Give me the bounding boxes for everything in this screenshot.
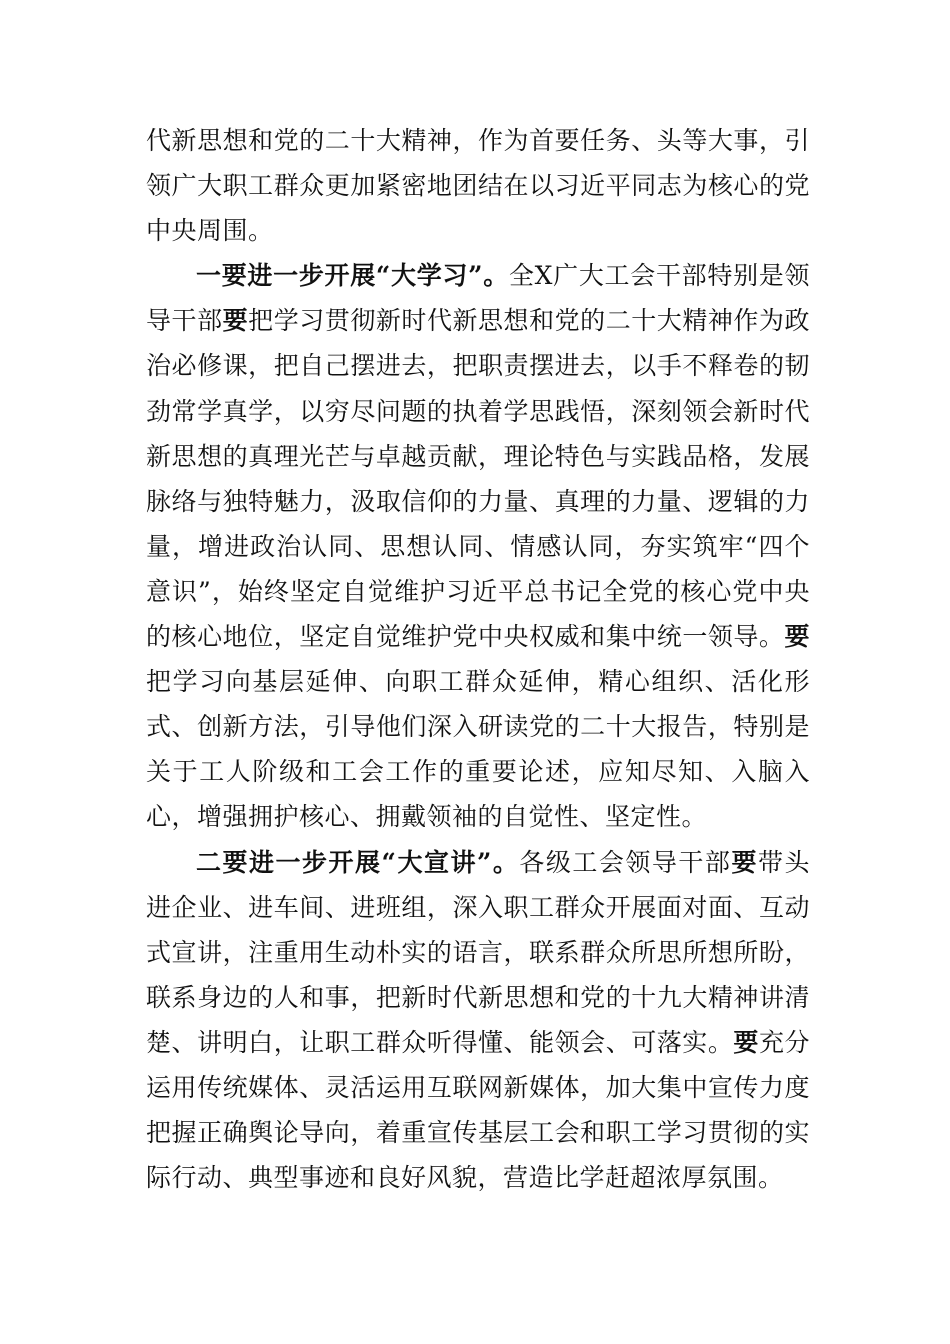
paragraph-da-xue-xi (146, 253, 810, 839)
emphasis-text: 要 (733, 1027, 759, 1057)
emphasis-text: 要 (222, 306, 249, 336)
paragraph-text: 把学习向基层延伸、向职工群众延伸，精心组织、活化形式、创新方法，引导他们深入研读党的二十大报告，特别是关于工人阶级和工会工作的重要论述，应知尽知、入脑入心，增强拥护核心、拥戴领袖的自觉性、坚定性。 (146, 667, 810, 832)
paragraph-heading: 二要进一步开展“大宣讲”。 (196, 847, 520, 877)
paragraph-da-xuan-jiang (146, 840, 810, 1201)
paragraph-continuation (146, 118, 810, 253)
paragraph-text: 各级工会领导干部 (519, 847, 732, 877)
paragraph-text: 代新思想和党的二十大精神，作为首要任务、头等大事，引领广大职工群众更加紧密地团结在以习近平同志为核心的党中央周围。 (146, 126, 810, 246)
emphasis-text: 要 (784, 622, 810, 652)
paragraph-text: 充分运用传统媒体、灵活运用互联网新媒体，加大集中宣传力度把握正确舆论导向，着重宣传基层工会和职工学习贯彻的实际行动、典型事迹和良好风貌，营造比学赶超浓厚氛围。 (146, 1027, 810, 1193)
document-body (146, 118, 810, 1200)
paragraph-text: 带头进企业、进车间、进班组，深入职工群众开展面对面、互动式宣讲，注重用生动朴实的语言，联系群众所思所想所盼，联系身边的人和事，把新时代新思想和党的十九大精神讲清楚、讲明白，让职工群众听得懂、能领会、可落实。 (146, 847, 810, 1057)
emphasis-text: 要 (731, 847, 758, 877)
paragraph-text: 全X广大工会干部特别是领导干部 (146, 261, 810, 336)
paragraph-text: 把学习贯彻新时代新思想和党的二十大精神作为政治必修课，把自己摆进去，把职责摆进去，以手不释卷的韧劲常学真学，以穷尽问题的执着学思践悟，深刻领会新时代新思想的真理光芒与卓越贡献，理论特色与实践品格，发展脉络与独特魅力，汲取信仰的力量、真理的力量、逻辑的力量，增进政治认同、思想认同、情感认同，夯实筑牢“四个意识”，始终坚定自觉维护习近平总书记全党的核心党中央的核心地位，坚定自觉维护党中央权威和集中统一领导。 (146, 306, 810, 652)
paragraph-heading: 一要进一步开展“大学习”。 (196, 261, 509, 291)
